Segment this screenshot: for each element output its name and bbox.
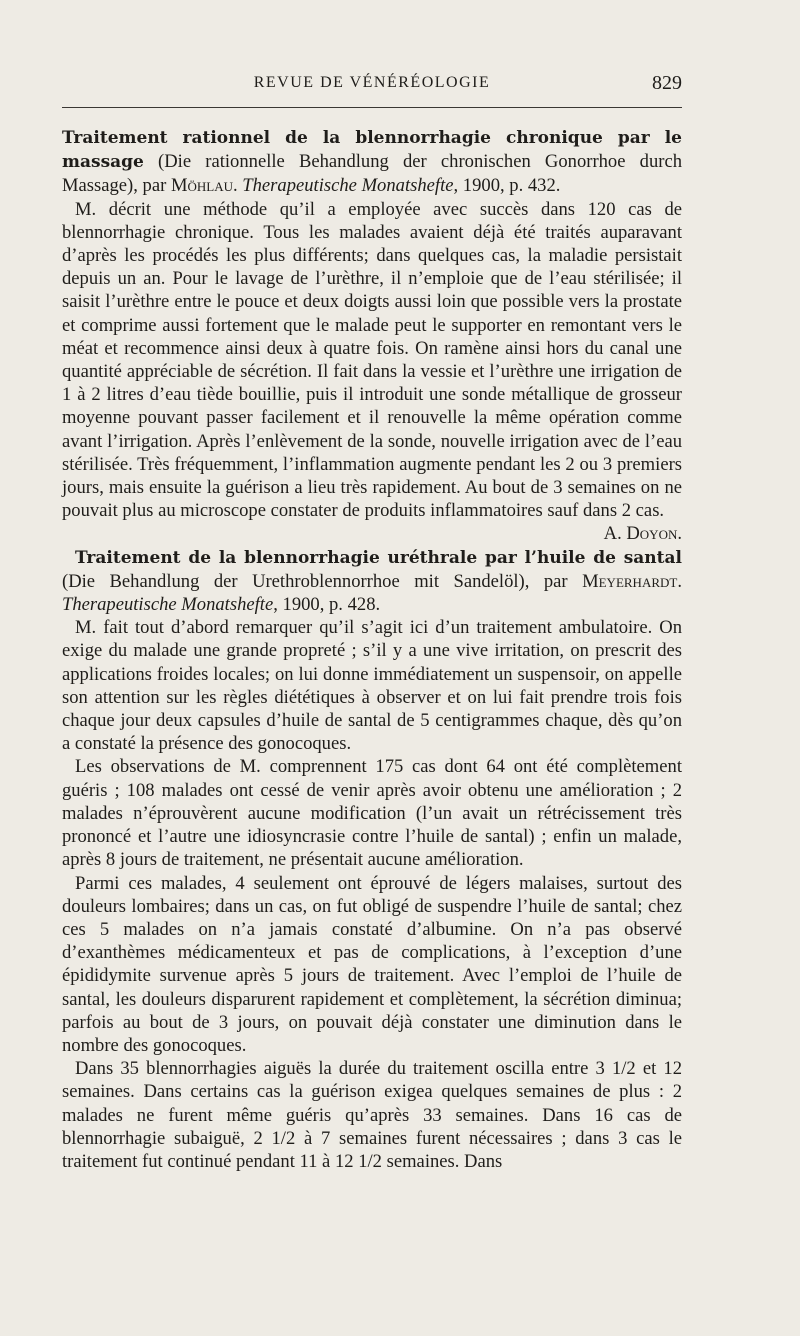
article-1-citation-post: , 1900, p. 432. xyxy=(453,175,561,197)
article-2-paragraph: M. fait tout d’abord remarquer qu’il s’agit ici d’un traitement ambulatoire. On exige du malade une grande propreté ; s’il y a une vive irritation, on prescrit des applications froides locales; on lui donne immédiatement un suspensoir, on appelle son attention sur les règles diététiques à observer et on lui fait prendre trois fois chaque jour deux capsules d’huile de santal de 5 centigrammes chaque, dès qu’on a constaté la présence des gonocoques. xyxy=(62,617,682,755)
article-1-journal: Therapeutische Monatshefte xyxy=(242,175,454,197)
article-1-citation-sep: . xyxy=(232,175,243,197)
body-text xyxy=(62,126,682,1173)
header-rule xyxy=(62,107,682,108)
article-1-body xyxy=(62,198,682,546)
article-2-paragraph: Dans 35 blennorrhagies aiguës la durée du traitement oscilla entre 3 1/2 et 12 semaines. Dans certains cas la guérison exigea quelques semaines de plus : 2 malades ne furent même guéris qu’après 33 semaines. Dans 16 cas de blennorrhagie subaiguë, 2 1/2 à 7 semaines furent nécessaires ; dans 3 cas le traitement fut continué pendant 11 à 12 1/2 semaines. Dans xyxy=(62,1058,682,1172)
article-1-signature: A. Doyon. xyxy=(603,523,682,545)
article-2-title: Traitement de la blennorrhagie uréthrale par l’huile de santal xyxy=(75,547,682,568)
page-header xyxy=(62,74,682,100)
article-1-body-text: M. décrit une méthode qu’il a employée avec succès dans 120 cas de blennorrhagie chronique. Tous les malades avaient déjà été traités auparavant d’après les procédés les plus différents; dans quelques cas, la maladie persistait depuis un an. Pour le lavage de l’urèthre, il n’emploie que de l’eau stérilisée; il saisit l’urèthre entre le pouce et deux doigts aussi loin que possible vers la prostate et comprime aussi fortement que le malade peut le supporter en remontant vers le méat et recommence ainsi deux à quatre fois. On ramène ainsi hors du canal une quantité appréciable de sécrétion. Il fait dans la vessie et l’urèthre une irrigation de 1 à 2 litres d’eau tiède bouillie, puis il introduit une sonde métallique de grosseur moyenne pouvant passer facilement et il renouvelle la même opération comme avant l’irrigation. Après l’enlèvement de la sonde, nouvelle irrigation avec de l’eau stérilisée. Très fréquemment, l’inflammation augmente pendant les 2 ou 3 premiers jours, mais ensuite la guérison a lieu très rapidement. Au bout de 3 semaines on ne pouvait plus au microscope constater de produits inflammatoires sauf dans 2 cas. xyxy=(62,198,682,522)
running-title: REVUE DE VÉNÉRÉOLOGIE xyxy=(253,74,491,91)
article-1-title: Traitement rationnel de la blennorrhagie chronique par le massage xyxy=(62,128,682,173)
article-2-citation-pre: (Die Behandlung der Urethroblennorrhoe mit Sandelöl), par xyxy=(62,570,583,592)
article-2-author: Meyerhardt xyxy=(582,570,678,592)
article-2-paragraph: Parmi ces malades, 4 seulement ont éprouvé de légers malaises, surtout des douleurs lombaires; dans un cas, on fut obligé de suspendre l’huile de santal; chez ces 5 malades on n’a jamais constaté d’albumine. On n’a pas observé d’exanthèmes médicamenteux et pas de complications, à l’exception d’une épididymite survenue après 5 jours de traitement. Avec l’emploi de l’huile de santal, les douleurs disparurent rapidement et complètement, la sécrétion diminua; parfois au bout de 3 jours, on pouvait déjà constater une diminution dans le nombre des gonocoques. xyxy=(62,872,682,1056)
article-1-heading xyxy=(62,126,682,198)
article-2-heading xyxy=(62,546,682,617)
page-number: 829 xyxy=(652,72,682,94)
article-2-paragraph: Les observations de M. comprennent 175 cas dont 64 ont été complètement guéris ; 108 malades ont cessé de venir après avoir obtenu une amélioration ; 2 malades n’éprouvèrent aucune modification (l’un avait un rétrécissement très prononcé et l’autre une idiosyncrasie contre l’huile de santal) ; enfin un malade, après 8 jours de traitement, ne présentait aucune amélioration. xyxy=(62,756,682,871)
article-2-citation-sep: . xyxy=(677,570,682,592)
article-2-citation-post: , 1900, p. 428. xyxy=(273,594,381,616)
article-1-author: Möhlau xyxy=(170,175,233,197)
article-1-citation-pre: (Die rationnelle Behandlung der chronischen Gonorrhoe durch Massage), par xyxy=(62,151,682,197)
article-2-journal: Therapeutische Monatshefte xyxy=(62,594,274,616)
